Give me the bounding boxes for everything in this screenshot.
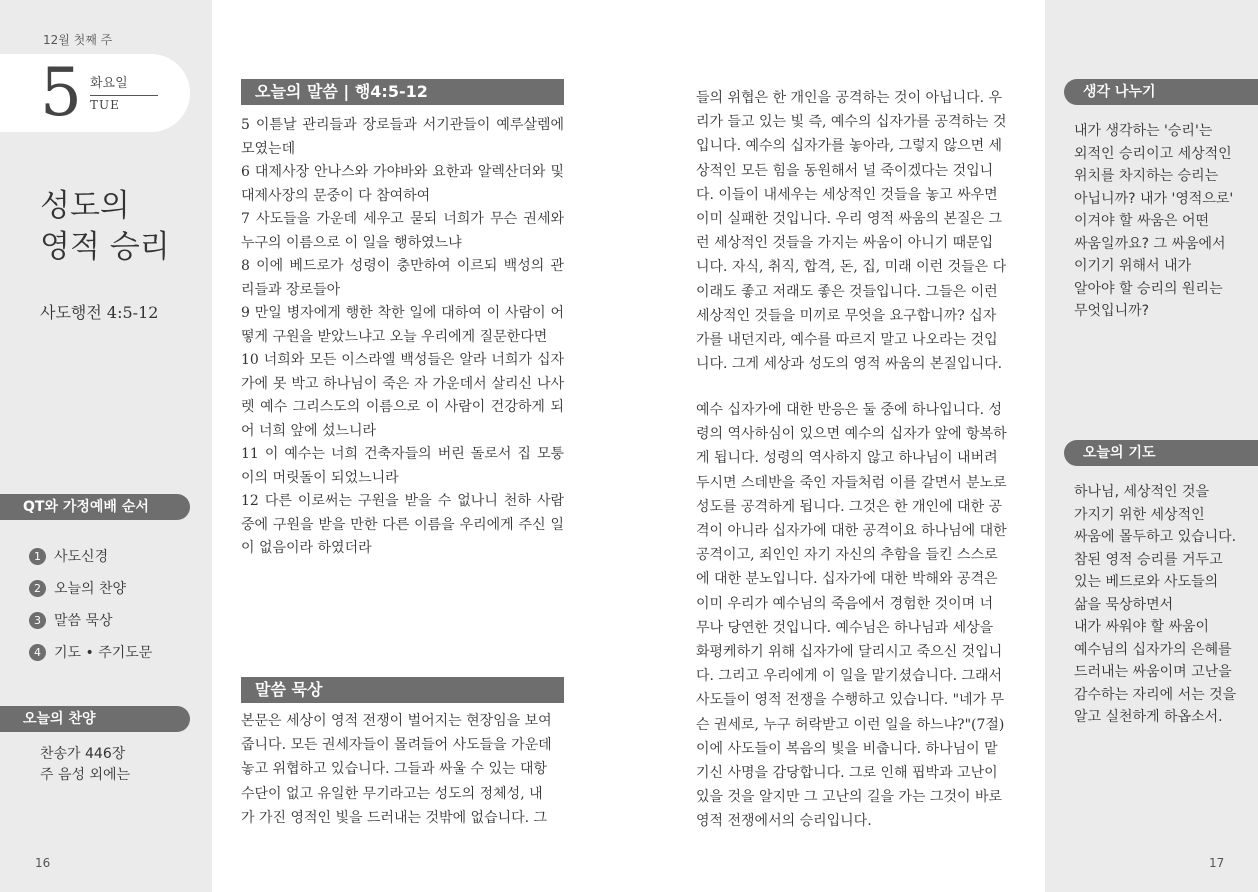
order-item <box>29 572 152 604</box>
page-number-left: 16 <box>35 856 51 870</box>
text-line: 무나 당연한 것입니다. 예수님은 하나님과 세상을 <box>696 619 994 636</box>
text-line: 리가 들고 있는 빛 즉, 예수의 십자가를 공격하는 것 <box>696 114 1007 131</box>
verse: 11 이 예수는 너희 건축자들의 버린 돌로서 집 모퉁이의 머릿돌이 되었느니라 <box>241 446 564 486</box>
title-line-2: 영적 승리 <box>40 229 170 265</box>
order-header <box>0 494 190 520</box>
text-line: 가지기 위한 세상적인 <box>1074 506 1205 523</box>
text-line: 세상적인 것들을 미끼로 무엇을 요구합니까? 십자 <box>696 307 997 324</box>
meditation-header-label: 말씀 묵상 <box>255 680 323 699</box>
text-line: 싸움에 몰두하고 있습니다. <box>1074 529 1237 545</box>
text-line: 참된 영적 승리를 거두고 <box>1074 551 1223 568</box>
verse: 10 너희와 모든 이스라엘 백성들은 알라 너희가 십자가에 못 박고 하나님이 죽은 자 가운데서 살리신 나사렛 예수 그리스도의 이름으로 이 사람이 건강하게 되어 너희 앞에 섰느니라 <box>241 352 564 439</box>
text-line: 런 세상적인 것들을 가지는 싸움이 아니기 때문입 <box>696 235 994 252</box>
text-line: 놓고 위협하고 있습니다. 그들과 싸울 수 있는 대항 <box>241 761 548 778</box>
order-list <box>29 540 152 668</box>
order-item <box>29 604 152 636</box>
order-item-label: 말씀 묵상 <box>54 613 113 629</box>
number-4-icon: 4 <box>29 644 46 661</box>
meditation-continued-paragraph-2 <box>696 398 1018 834</box>
text-line: 본문은 세상이 영적 전쟁이 벌어지는 현장임을 보여 <box>241 713 552 729</box>
text-line: 이기기 위해서 내가 <box>1074 258 1192 274</box>
title-line-1: 성도의 <box>40 188 130 224</box>
verse: 9 만일 병자에게 행한 착한 일에 대하여 이 사람이 어떻게 구원을 받았느냐고 오늘 우리에게 질문한다면 <box>241 305 564 345</box>
text-line: 이에 사도들이 복음의 빛을 비춥니다. 하나님이 맡 <box>696 740 998 757</box>
hymn-info <box>40 744 130 786</box>
number-3-icon: 3 <box>29 612 46 629</box>
number-1-icon: 1 <box>29 548 46 565</box>
text-line: 무엇입니까? <box>1074 303 1150 319</box>
date-box <box>0 54 190 132</box>
verse: 7 사도들을 가운데 세우고 묻되 너희가 무슨 권세와 누구의 이름으로 이 일을 행하였느냐 <box>241 211 564 251</box>
text-line: 가를 내던지라, 예수를 따르지 말고 나오라는 것입 <box>696 332 998 349</box>
text-line: 이겨야 할 싸움은 어떤 <box>1074 213 1210 229</box>
word-header-label: 오늘의 말씀 | 행4:5-12 <box>255 82 428 101</box>
order-item <box>29 636 152 668</box>
text-line: 공격이고, 죄인인 자기 자신의 추함을 들킨 스스로 <box>696 547 998 564</box>
text-line: 수단이 없고 유일한 무기라고는 성도의 정체성, 내 <box>241 785 543 802</box>
text-line: 입니다. 예수의 십자가를 놓아라, 그렇지 않으면 세 <box>696 138 1003 155</box>
text-line: 격이 아니라 십자가에 대한 공격이요 하나님에 대한 <box>696 523 1007 540</box>
week-label: 12월 첫째 주 <box>43 33 113 47</box>
prayer-header <box>1064 440 1258 466</box>
prayer-header-label: 오늘의 기도 <box>1083 445 1156 461</box>
text-line: 아닙니까? 내가 '영적으로' <box>1074 190 1234 207</box>
text-line: 사도들이 영적 전쟁을 수행하고 있습니다. "네가 무 <box>696 692 1005 709</box>
think-text <box>1074 120 1246 323</box>
text-line: 니다. 그게 세상과 성도의 영적 싸움의 본질입니다. <box>696 356 1003 373</box>
text-line: 령의 역사하심이 있으면 예수의 십자가 앞에 항복하 <box>696 426 1007 443</box>
text-line: 있을 것을 알지만 그 고난의 길을 가는 그것이 바로 <box>696 789 1003 806</box>
verse-list <box>241 114 564 561</box>
text-line: 상적인 모든 힘을 동원해서 널 죽이겠다는 것입니 <box>696 162 994 179</box>
text-line: 드러내는 싸움이며 고난을 <box>1074 664 1232 680</box>
think-header-label: 생각 나누기 <box>1083 84 1156 100</box>
text-line: 들의 위협은 한 개인을 공격하는 것이 아닙니다. 우 <box>696 90 1003 106</box>
verse: 8 이에 베드로가 성령이 충만하여 이르되 백성의 관리들과 장로들아 <box>241 258 564 298</box>
order-item-label: 기도 • 주기도문 <box>54 645 153 661</box>
day-divider <box>90 95 158 96</box>
word-header <box>241 79 564 105</box>
text-line: 하나님, 세상적인 것을 <box>1074 484 1210 500</box>
verse: 6 대제사장 안나스와 가야바와 요한과 알렉산더와 및 대제사장의 문중이 다 참여하여 <box>241 164 564 204</box>
order-item-label: 사도신경 <box>54 549 109 565</box>
text-line: 감수하는 자리에 서는 것을 <box>1074 686 1237 703</box>
text-line: 내가 싸워야 할 싸움이 <box>1074 619 1210 635</box>
text-line: 이미 우리가 예수님의 죽음에서 경험한 것이며 너 <box>696 595 994 612</box>
text-line: 삶을 묵상하면서 <box>1074 596 1174 613</box>
page-title <box>40 186 170 268</box>
text-line: 외적인 승리이고 세상적인 <box>1074 145 1232 162</box>
verse: 5 이튿날 관리들과 장로들과 서기관들이 예루살렘에 모였는데 <box>241 117 564 157</box>
meditation-text <box>241 709 563 830</box>
hymn-header-label: 오늘의 찬양 <box>23 711 96 727</box>
text-line: 니다. 자식, 취직, 합격, 돈, 집, 미래 이런 것들은 다 <box>696 259 1007 276</box>
text-line: 이래도 좋고 저래도 좋은 것들입니다. 그들은 이런 <box>696 283 998 300</box>
order-item <box>29 540 152 572</box>
text-line: 화평케하기 위해 십자가에 달리시고 죽으신 것입니 <box>696 644 1003 661</box>
text-line: 가 가진 영적인 빛을 드러내는 것밖에 없습니다. 그 <box>241 809 548 826</box>
text-line: 줍니다. 모든 권세자들이 몰려들어 사도들을 가운데 <box>241 737 552 754</box>
text-line: 싸움일까요? 그 싸움에서 <box>1074 235 1226 252</box>
text-line: 알아야 할 승리의 원리는 <box>1074 280 1223 297</box>
text-line: 예수님의 십자가의 은혜를 <box>1074 641 1232 658</box>
meditation-header <box>241 677 564 703</box>
hymn-number: 찬송가 446장 <box>40 746 126 762</box>
text-line: 있는 베드로와 사도들의 <box>1074 574 1219 590</box>
text-line: 예수 십자가에 대한 반응은 둘 중에 하나입니다. 성 <box>696 402 1003 418</box>
text-line: 슨 권세로, 누구 허락받고 이런 일을 하느냐?"(7절) <box>696 716 1005 733</box>
passage-reference: 사도행전 4:5-12 <box>40 303 159 322</box>
order-header-label: QT와 가정예배 순서 <box>23 499 149 515</box>
hymn-header <box>0 706 190 732</box>
hymn-title: 주 음성 외에는 <box>40 767 131 783</box>
text-line: 영적 전쟁에서의 승리입니다. <box>696 813 872 830</box>
text-line: 성도를 공격하게 됩니다. 그것은 한 개인에 대한 공 <box>696 498 1003 515</box>
text-line: 두시면 스데반을 죽인 자들처럼 이를 갈면서 분노로 <box>696 474 1007 491</box>
text-line: 이미 실패한 것입니다. 우리 영적 싸움의 본질은 그 <box>696 211 1003 228</box>
day-number: 5 <box>40 54 82 131</box>
text-line: 기신 사명을 감당합니다. 그로 인해 핍박과 고난이 <box>696 765 998 782</box>
text-line: 알고 실천하게 하옵소서. <box>1074 709 1223 725</box>
number-2-icon: 2 <box>29 580 46 597</box>
order-item-label: 오늘의 찬양 <box>54 581 127 597</box>
day-eng: TUE <box>90 98 120 112</box>
text-line: 다. 그리고 우리에게 이 일을 맡기셨습니다. 그래서 <box>696 668 1003 685</box>
day-kor: 화요일 <box>90 76 128 91</box>
text-line: 다. 이들이 내세우는 세상적인 것들을 놓고 싸우면 <box>696 186 998 203</box>
text-line: 내가 생각하는 '승리'는 <box>1074 123 1213 139</box>
verse: 12 다른 이로써는 구원을 받을 수 없나니 천하 사람 중에 구원을 받을 만한 다른 이름을 우리에게 주신 일이 없음이라 하였더라 <box>241 493 564 556</box>
prayer-text <box>1074 481 1246 729</box>
think-header <box>1064 79 1258 105</box>
text-line: 위치를 차지하는 승리는 <box>1074 168 1219 184</box>
meditation-continued-paragraph-1 <box>696 86 1018 376</box>
page-number-right: 17 <box>1209 856 1225 870</box>
text-line: 게 됩니다. 성령의 역사하지 않고 하나님이 내버려 <box>696 450 998 467</box>
text-line: 에 대한 분노입니다. 십자가에 대한 박해와 공격은 <box>696 571 998 588</box>
